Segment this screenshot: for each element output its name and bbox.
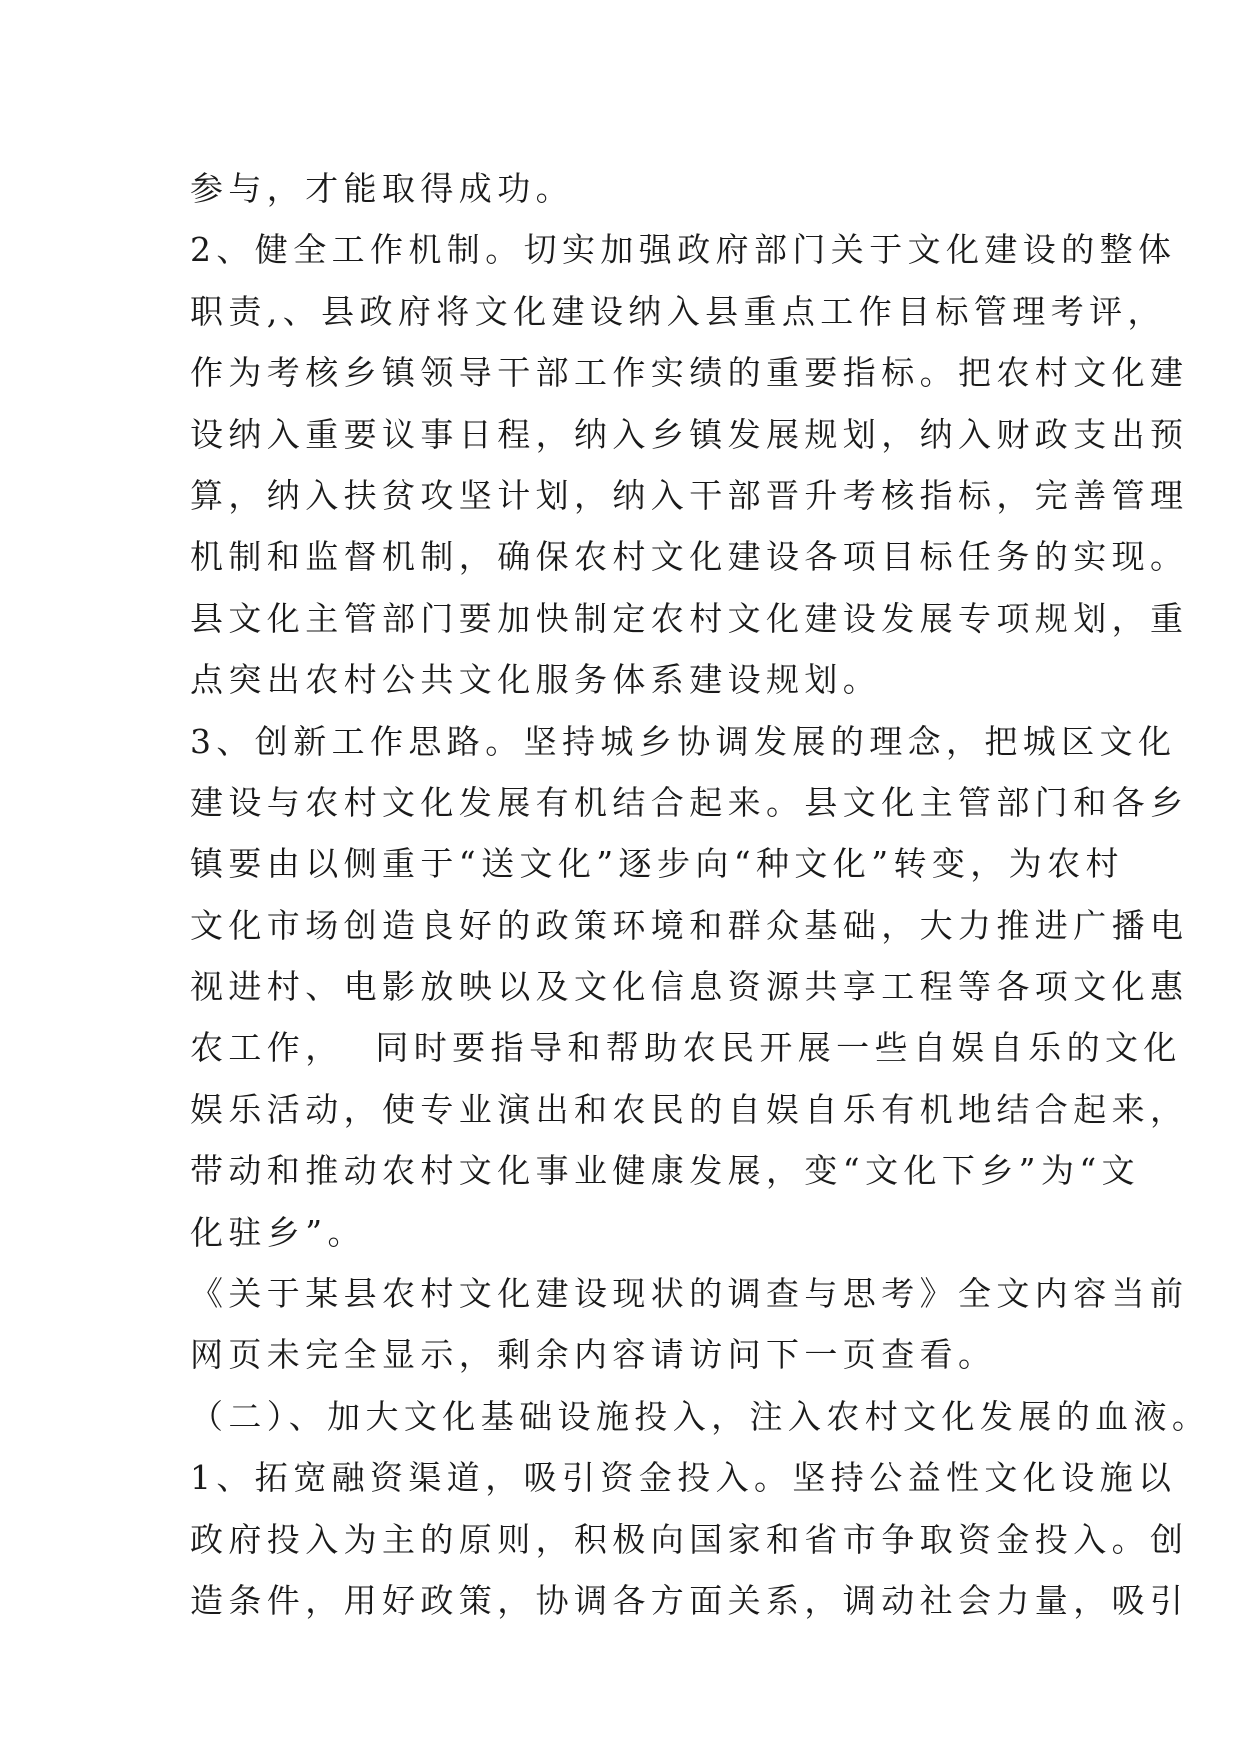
text-line: 造条件，用好政策，协调各方面关系，调动社会力量，吸引 bbox=[190, 1580, 1189, 1620]
text-line: 3、创新工作思路。坚持城乡协调发展的理念，把城区文化 bbox=[190, 721, 1177, 761]
text-line: 《关于某县农村文化建设现状的调查与思考》全文内容当前 bbox=[190, 1274, 1189, 1314]
text-line: 政府投入为主的原则，积极向国家和省市争取资金投入。创 bbox=[190, 1519, 1189, 1559]
text-line: 设纳入重要议事日程，纳入乡镇发展规划，纳入财政支出预 bbox=[190, 414, 1189, 454]
text-line: 算，纳入扶贫攻坚计划，纳入干部晋升考核指标，完善管理 bbox=[190, 475, 1189, 515]
text-line: 职责,、县政府将文化建设纳入县重点工作目标管理考评， bbox=[190, 291, 1166, 331]
body-text bbox=[190, 158, 1211, 1631]
text-line: 化驻乡”。 bbox=[190, 1212, 366, 1252]
text-line: 点突出农村公共文化服务体系建设规划。 bbox=[190, 660, 882, 700]
text-line: 县文化主管部门要加快制定农村文化建设发展专项规划，重 bbox=[190, 598, 1189, 638]
text-line: 2、健全工作机制。切实加强政府部门关于文化建设的整体 bbox=[190, 230, 1177, 270]
text-line: 作为考核乡镇领导干部工作实绩的重要指标。把农村文化建 bbox=[190, 353, 1189, 393]
text-line: 农工作， 同时要指导和帮助农民开展一些自娱自乐的文化 bbox=[190, 1028, 1182, 1068]
text-line: 视进村、电影放映以及文化信息资源共享工程等各项文化惠 bbox=[190, 967, 1189, 1007]
text-line: 建设与农村文化发展有机结合起来。县文化主管部门和各乡 bbox=[190, 782, 1189, 822]
text-line: （二）、加大文化基础设施投入，注入农村文化发展的血液。 bbox=[190, 1396, 1211, 1436]
text-line: 1、拓宽融资渠道，吸引资金投入。坚持公益性文化设施以 bbox=[190, 1458, 1177, 1498]
text-line: 带动和推动农村文化事业健康发展，变“文化下乡”为“文 bbox=[190, 1151, 1141, 1191]
text-line: 参与，才能取得成功。 bbox=[190, 169, 574, 208]
text-line: 娱乐活动，使专业演出和农民的自娱自乐有机地结合起来， bbox=[190, 1089, 1189, 1129]
text-line: 网页未完全显示，剩余内容请访问下一页查看。 bbox=[190, 1335, 997, 1375]
text-line: 机制和监督机制，确保农村文化建设各项目标任务的实现。 bbox=[190, 537, 1189, 577]
text-line: 镇要由以侧重于“送文化”逐步向“种文化”转变，为农村 bbox=[190, 844, 1124, 884]
text-line: 文化市场创造良好的政策环境和群众基础，大力推进广播电 bbox=[190, 905, 1189, 945]
